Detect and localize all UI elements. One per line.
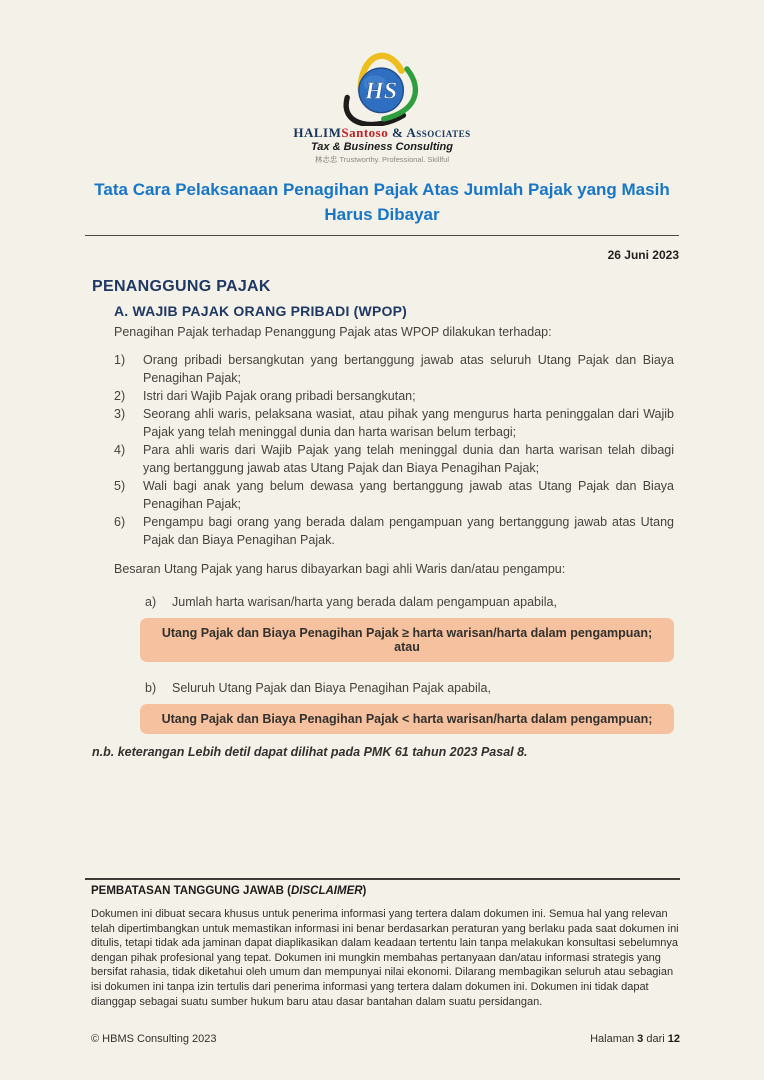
logo-tagline-text: Trustworthy. Professional. Skillful (339, 155, 450, 164)
page-title: Tata Cara Pelaksanaan Penagihan Pajak Atas Jumlah Pajak yang Masih Harus Dibayar (94, 180, 670, 224)
item-text: Para ahli waris dari Wajib Pajak yang telah meninggal dunia dan harta warisan telah dibagi yang bertanggung jawab atas Utang Pajak dan Biaya Penagihan Pajak; (143, 443, 674, 475)
list-item (114, 441, 674, 477)
item-number: 5) (114, 479, 126, 493)
lettered-item-b (145, 679, 674, 697)
item-text: Wali bagi anak yang belum dewasa yang bertanggung jawab atas Utang Pajak dan Biaya Penagihan Pajak; (143, 479, 674, 511)
logo-tagline (0, 154, 764, 165)
logo-name-associates: & Associates (388, 125, 471, 140)
note-text: n.b. keterangan Lebih detil dapat dilihat pada PMK 61 tahun 2023 Pasal 8. (92, 745, 528, 759)
company-logo (0, 0, 764, 165)
document-date: 26 Juni 2023 (607, 248, 679, 262)
item-number: 2) (114, 389, 126, 403)
numbered-list (114, 351, 674, 549)
subsection-heading: A. WAJIB PAJAK ORANG PRIBADI (WPOP) (114, 303, 407, 319)
footer-divider (85, 878, 680, 880)
logo-mark-icon (323, 44, 441, 126)
item-letter: b) (145, 681, 157, 695)
item-text: Istri dari Wajib Pajak orang pribadi bersangkutan; (143, 389, 416, 403)
item-text: Orang pribadi bersangkutan yang bertanggung jawab atas seluruh Utang Pajak dan Biaya Penagihan Pajak; (143, 353, 674, 385)
item-text: Seluruh Utang Pajak dan Biaya Penagihan Pajak apabila, (172, 681, 491, 695)
logo-subtitle: Tax & Business Consulting (310, 141, 453, 153)
footer-bottom-row (85, 1033, 680, 1045)
highlight-box-a: Utang Pajak dan Biaya Penagihan Pajak ≥ harta warisan/harta dalam pengampuan; atau (140, 618, 674, 662)
item-text: Pengampu bagi orang yang berada dalam pengampuan yang bertanggung jawab atas Utang Pajak dan Biaya Penagihan Pajak. (143, 515, 674, 547)
highlight-box-b: Utang Pajak dan Biaya Penagihan Pajak < harta warisan/harta dalam pengampuan; (140, 704, 674, 734)
logo-tagline-cjk: 林志忠 (314, 155, 338, 164)
list-item (114, 405, 674, 441)
list-item (114, 477, 674, 513)
page-number: Halaman 3 dari 12 (590, 1033, 680, 1046)
document-footer (85, 878, 680, 1045)
page-total: 12 (667, 1033, 680, 1046)
logo-monogram: HS (365, 78, 398, 105)
item-number: 6) (114, 515, 126, 529)
page-current: 3 (637, 1033, 644, 1046)
item-text: Seorang ahli waris, pelaksana wasiat, atau pihak yang mengurus harta peninggalan dari Wajib Pajak yang telah meninggal dunia dan harta warisan belum terbagi; (143, 407, 674, 439)
list-item (114, 513, 674, 549)
item-number: 1) (114, 353, 126, 367)
document-header (85, 177, 679, 262)
lettered-item-a (145, 593, 674, 611)
list-item (114, 351, 674, 387)
item-number: 3) (114, 407, 126, 421)
copyright-text: © HBMS Consulting 2023 (91, 1033, 217, 1046)
list-item (114, 387, 674, 405)
section-heading: PENANGGUNG PAJAK (92, 278, 271, 295)
intro-text: Penagihan Pajak terhadap Penanggung Pajak atas WPOP dilakukan terhadap: (114, 325, 552, 339)
document-body (92, 278, 674, 759)
item-number: 4) (114, 443, 126, 457)
item-text: Jumlah harta warisan/harta yang berada dalam pengampuan apabila, (172, 595, 557, 609)
disclaimer-text: Dokumen ini dibuat secara khusus untuk penerima informasi yang tertera dalam dokumen ini. Semua hal yang relevan telah dipertimbangkan untuk memastikan informasi ini benar berdasarkan peraturan yang berlaku pada saat dokumen ini ditulis, tetapi tidak ada jaminan dapat diaplikasikan dalam keadaan tertentu lain tanpa melakukan konsultasi sebelumnya dengan pihak profesional yang tepat. Dokumen ini mungkin membahas pertanyaan dan/atau informasi strategis yang bersifat rahasia, tidak diketahui oleh umum dan mempunyai nilai ekonomi. Dilarang membagikan seluruh atau sebagian isi dokumen ini tanpa izin tertulis dari penerima informasi yang tertera dalam dokumen ini. Dokumen ini tidak dapat dianggap sebagai suatu sumber hukum baru atau dasar bantahan dalam suatu persidangan. (91, 908, 679, 1008)
logo-company-name: HALIMSantoso & Associates (293, 125, 471, 140)
item-letter: a) (145, 595, 157, 609)
title-divider (85, 235, 679, 236)
disclaimer-heading: PEMBATASAN TANGGUNG JAWAB (DISCLAIMER) (91, 885, 367, 897)
besaran-intro: Besaran Utang Pajak yang harus dibayarkan bagi ahli Waris dan/atau pengampu: (114, 562, 566, 576)
logo-name-santoso: Santoso (341, 125, 389, 140)
disclaimer-word: DISCLAIMER (290, 885, 363, 897)
